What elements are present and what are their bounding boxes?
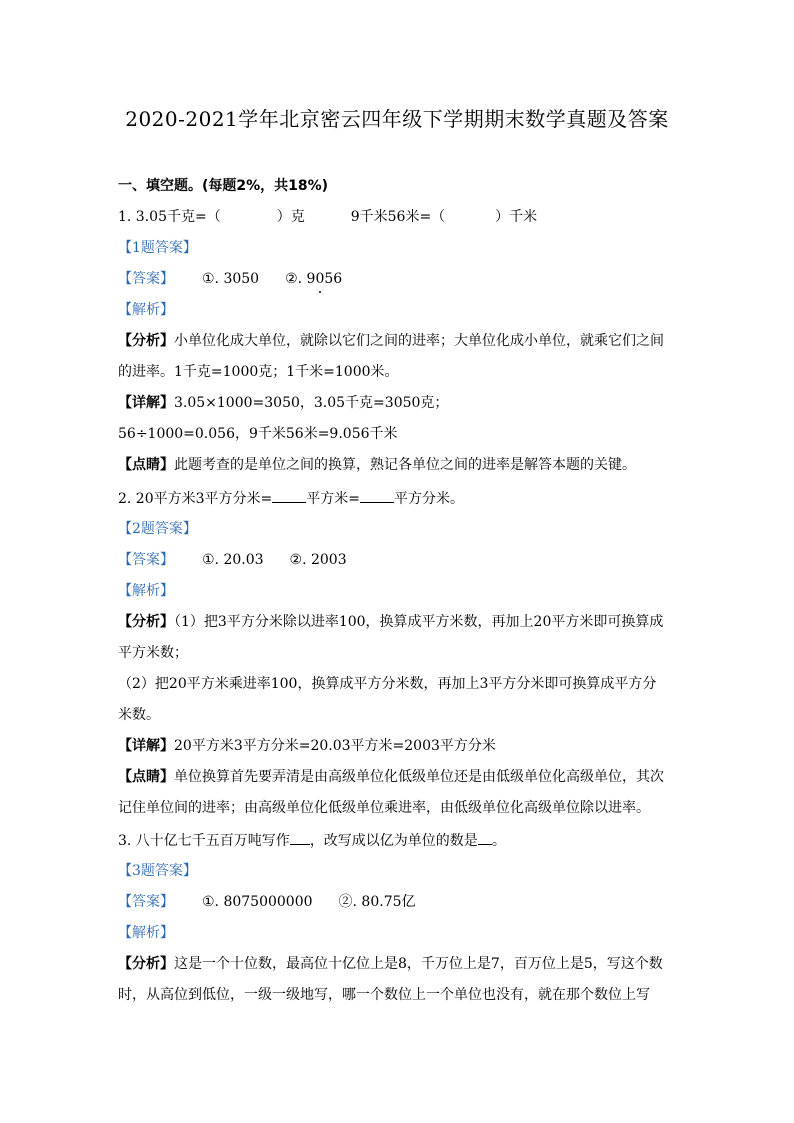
q1-dianjing-line (118, 455, 678, 475)
q2-fenxi-line-1 (118, 612, 678, 632)
q1-xiangjie-text-1: 3.05×1000=3050，3.05千克=3050克； (174, 395, 449, 411)
q1-fenxi-text-1: 小单位化成大单位，就除以它们之间的进率；大单位化成小单位，就乘它们之间 (174, 333, 664, 349)
q1-answer-tag: 【1题答案】 (118, 240, 197, 256)
q1-answer-2c: 56 (324, 271, 343, 287)
q3-answer-tag: 【3题答案】 (118, 863, 197, 879)
q1-dianjing-text: 此题考查的是单位之间的换算，熟记各单位之间的进率是解答本题的关键。 (174, 457, 636, 473)
q3-answer-label: 【答案】 (118, 894, 174, 910)
q1-text-a: 1. 3.05千克=（ (118, 209, 221, 225)
q3-text-b: ，改写成以亿为单位的数是 (309, 833, 478, 849)
q1-answer-line (118, 269, 678, 289)
q2-dianjing-text-1: 单位换算首先要弄清是由高级单位化低级单位还是由低级单位化高级单位，其次 (174, 769, 664, 785)
q2-xiangjie-text: 20平方米3平方分米=20.03平方米=2003平方分米 (174, 738, 496, 754)
q2-fenxi-line-3: （2）把20平方米乘进率100，换算成平方分米数，再加上3平方分米即可换算成平方分 (118, 676, 657, 692)
q2-answer-tag: 【2题答案】 (118, 521, 197, 537)
q1-fenxi-label: 【分析】 (118, 333, 174, 349)
q1-answer-label: 【答案】 (118, 271, 174, 287)
q2-answer-line (118, 550, 678, 570)
q2-answer-1: ①. 20.03 (202, 552, 264, 568)
q3-answer-1: ①. 8075000000 (202, 894, 313, 910)
q1-fenxi-line-2: 的进率。1千克=1000克；1千米=1000米。 (118, 364, 399, 380)
q1-answer-1: ①. 3050 (202, 271, 260, 287)
q3-fenxi-label: 【分析】 (118, 956, 174, 972)
q3-fenxi-line-1 (118, 954, 678, 974)
question-1 (118, 207, 678, 227)
q1-text-d: ）千米 (495, 209, 538, 225)
q2-xiangjie-line (118, 736, 678, 756)
q2-blank-2 (360, 488, 394, 503)
q3-fenxi-text-1: 这是一个十位数，最高位十亿位上是8，千万位上是7，百万位上是5，写这个数 (174, 956, 663, 972)
q2-fenxi-label: 【分析】 (118, 614, 174, 630)
q1-xiangjie-line-2: 56÷1000=0.056，9千米56米=9.056千米 (118, 426, 398, 442)
q1-text-c: 9千米56米=（ (350, 209, 446, 225)
q2-blank-1 (272, 488, 306, 503)
q2-text-c: 平方分米。 (394, 491, 464, 507)
q3-answer-line (118, 892, 678, 912)
q3-fenxi-line-2: 时，从高位到低位，一级一级地写，哪一个数位上一个单位也没有，就在那个数位上写 (118, 987, 650, 1003)
section-heading: 一、填空题。(每题2%，共18%) (118, 178, 329, 194)
q1-xiangjie-label: 【详解】 (118, 395, 174, 411)
q2-text-a: 2. 20平方米3平方分米= (118, 491, 273, 507)
q1-text-b: ）克 (276, 209, 305, 225)
q2-dianjing-line-2: 记住单位间的进率；由高级单位化低级单位乘进率，由低级单位化高级单位除以进率。 (118, 800, 650, 816)
q3-blank-2 (478, 830, 492, 845)
q2-answer-label: 【答案】 (118, 552, 174, 568)
q1-fenxi-line-1 (118, 331, 678, 351)
q2-answer-2: ②. 2003 (289, 552, 347, 568)
q3-text-c: 。 (491, 833, 506, 849)
q1-answer-2a: ②. 9 (285, 271, 316, 287)
q2-fenxi-line-2: 平方米数； (118, 645, 188, 661)
q2-dianjing-line-1 (118, 767, 678, 787)
q2-text-b: 平方米= (306, 491, 360, 507)
q1-analysis-tag: 【解析】 (118, 302, 174, 318)
q2-dianjing-label: 【点睛】 (118, 769, 174, 785)
document-title: 2020-2021学年北京密云四年级下学期期末数学真题及答案 (125, 107, 669, 131)
question-2 (118, 488, 678, 509)
q1-xiangjie-line-1 (118, 393, 678, 413)
q1-dianjing-label: 【点睛】 (118, 457, 174, 473)
q3-blank-1 (290, 830, 310, 845)
q3-analysis-tag: 【解析】 (118, 925, 174, 941)
question-3 (118, 830, 678, 851)
q2-analysis-tag: 【解析】 (118, 583, 174, 599)
q2-fenxi-line-4: 米数。 (118, 707, 160, 723)
q2-xiangjie-label: 【详解】 (118, 738, 174, 754)
q2-fenxi-text-1: （1）把3平方分米除以进率100，换算成平方米数，再加上20平方米即可换算成 (174, 614, 664, 630)
q1-answer-2b: 0 (315, 271, 325, 287)
q3-text-a: 3. 八十亿七千五百万吨写作 (118, 833, 290, 849)
q3-answer-2: ②. 80.75亿 (338, 894, 416, 910)
